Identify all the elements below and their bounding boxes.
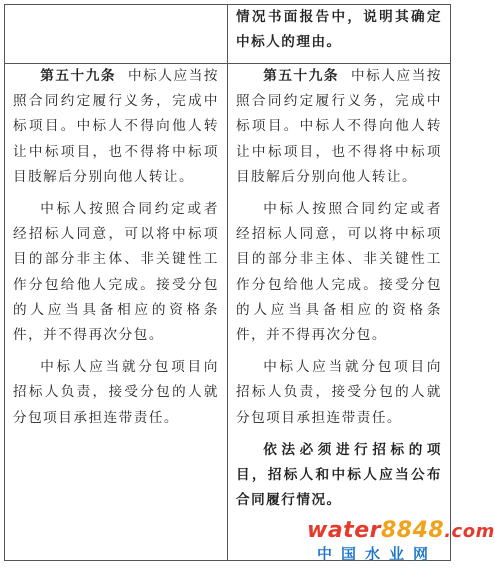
left-paragraph-3: 中标人应当就分包项目向招标人负责，接受分包的人就分包项目承担连带责任。: [13, 359, 219, 426]
right-article-number: 第五十九条: [263, 68, 340, 84]
continued-text: 情况书面报告中，说明其确定中标人的理由。: [236, 9, 442, 51]
left-article-number: 第五十九条: [40, 68, 117, 84]
left-column-cell: [5, 64, 228, 561]
right-paragraph-3: 中标人应当就分包项目向招标人负责，接受分包的人就分包项目承担连带责任。: [236, 359, 442, 426]
top-right-cell: [228, 5, 451, 64]
left-paragraph-1-text: 中标人应当按照合同约定履行义务，完成中标项目。中标人不得向他人转让中标项目，也不得将中标项目肢解后分别向他人转让。: [13, 68, 219, 185]
top-left-cell: [5, 5, 228, 64]
watermark-logo-text: water8848.com: [307, 518, 495, 543]
right-paragraph-4-added: 依法必须进行招标的项目，招标人和中标人应当公布合同履行情况。: [236, 441, 442, 509]
right-paragraph-1: [236, 64, 442, 190]
left-paragraph-1: [13, 64, 219, 190]
table-row-continuation: [5, 5, 451, 64]
right-paragraph-1-text: 中标人应当按照合同约定履行义务，完成中标项目。中标人不得向他人转让中标项目，也不得将中标项目肢解后分别向他人转让。: [236, 68, 442, 185]
right-paragraph-2: 中标人按照合同约定或者经招标人同意，可以将中标项目的部分非主体、非关键性工作分包给他人完成。接受分包的人应当具备相应的资格条件，并不得再次分包。: [236, 201, 442, 344]
comparison-table: [4, 4, 495, 561]
left-paragraph-2: 中标人按照合同约定或者经招标人同意，可以将中标项目的部分非主体、非关键性工作分包给他人完成。接受分包的人应当具备相应的资格条件，并不得再次分包。: [13, 201, 219, 344]
table-row-article-59: [5, 64, 451, 561]
watermark-subtitle: 中国水业网: [316, 545, 437, 563]
right-column-cell: [228, 64, 495, 561]
